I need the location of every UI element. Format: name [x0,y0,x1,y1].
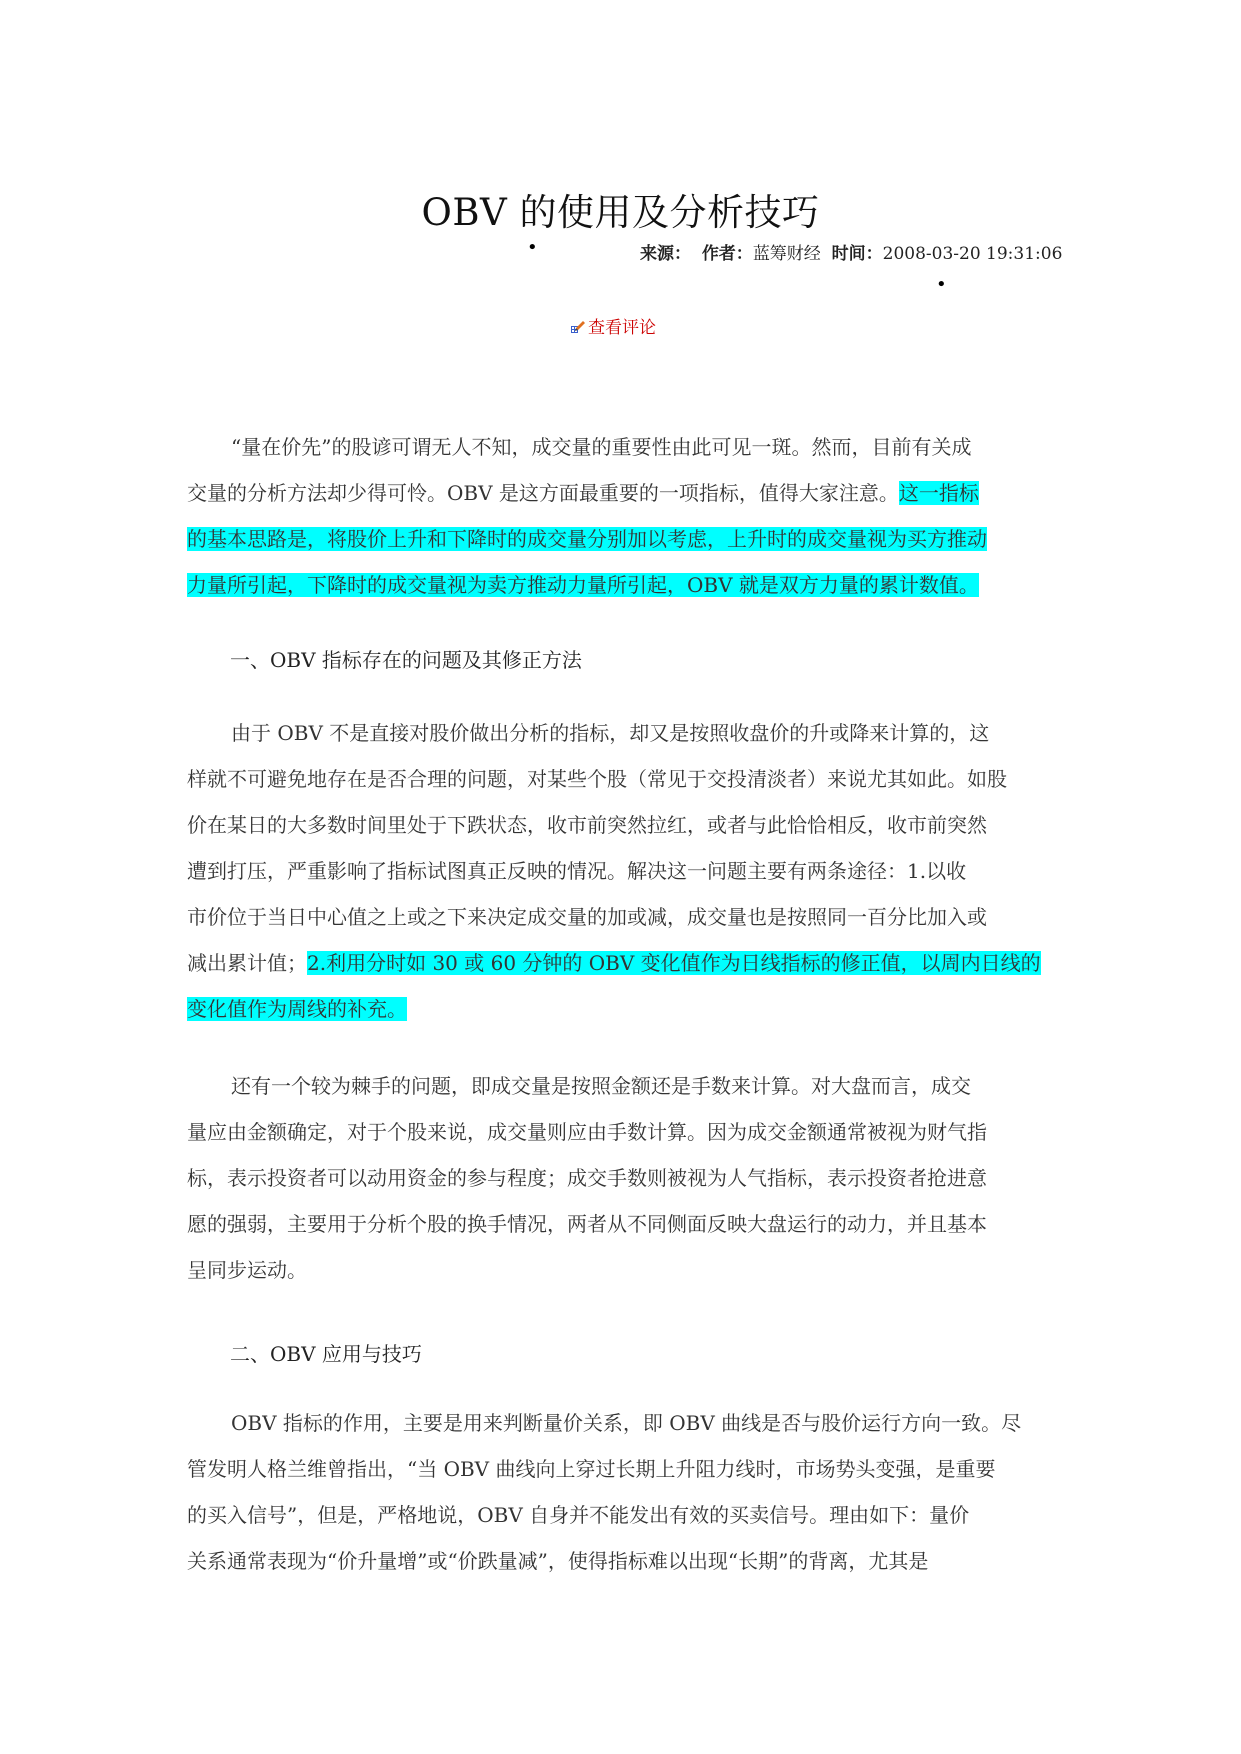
publish-time: 2008-03-20 19:31:06 [882,244,1063,264]
text-line: 关系通常表现为“价升量增”或“价跌量减”，使得指标难以出现“长期”的背离，尤其是 [187,1549,929,1573]
time-label: 时间： [831,244,883,264]
highlighted-text: 力量所引起，下降时的成交量视为卖方推动力量所引起，OBV 就是双方力量的累计数值。 [187,573,979,597]
text-line: 遭到打压，严重影响了指标试图真正反映的情况。解决这一问题主要有两条途径：1.以收 [187,859,967,883]
text-line: 市价位于当日中心值之上或之下来决定成交量的加或减，成交量也是按照同一百分比加入或 [187,905,987,929]
source-label: 来源： [640,244,691,264]
meta-text [640,239,1062,264]
text-line: 价在某日的大多数时间里处于下跌状态，收市前突然拉红，或者与此恰恰相反，收市前突然 [187,813,987,837]
text-line: 的买入信号”，但是，严格地说，OBV 自身并不能发出有效的买卖信号。理由如下：量价 [187,1503,970,1527]
article-title: OBV 的使用及分析技巧 [421,191,820,234]
paragraph-2 [187,710,1087,1032]
highlighted-text: 变化值作为周线的补充。 [187,997,407,1021]
author-name: 蓝筹财经 [752,244,821,264]
text-segment: 交量的分析方法却少得可怜。OBV 是这方面最重要的一项指标，值得大家注意。 [187,481,899,505]
highlighted-text: 这一指标 [898,481,979,505]
text-line: 还有一个较为棘手的问题，即成交量是按照金额还是手数来计算。对大盘而言，成交 [231,1074,971,1098]
highlighted-text: 2.利用分时如 30 或 60 分钟的 OBV 变化值作为日线指标的修正值，以周内日线的 [307,951,1041,975]
text-line: 标，表示投资者可以动用资金的参与程度；成交手数则被视为人气指标，表示投资者抢进意 [187,1166,987,1190]
text-line: 管发明人格兰维曾指出，“当 OBV 曲线向上穿过长期上升阻力线时，市场势头变强，是重要 [187,1457,996,1481]
paragraph-1 [187,424,1087,608]
text-line: 量应由金额确定，对于个股来说，成交量则应由手数计算。因为成交金额通常被视为财气指 [187,1120,987,1144]
paragraph-4 [187,1400,1087,1584]
text-line [187,986,1087,1032]
text-line: 样就不可避免地存在是否合理的问题，对某些个股（常见于交投清淡者）来说尤其如此。如股 [187,767,1007,791]
text-line [187,562,1087,608]
text-line [187,940,1087,986]
text-line: 愿的强弱，主要用于分析个股的换手情况，两者从不同侧面反映大盘运行的动力，并且基本 [187,1212,987,1236]
text-line: OBV 指标的作用，主要是用来判断量价关系，即 OBV 曲线是否与股价运行方向一致。尽 [231,1411,1022,1435]
section-heading-1: 一、OBV 指标存在的问题及其修正方法 [230,648,582,672]
text-line [187,470,1087,516]
meta-bullet-2: • [936,274,947,295]
text-line: 由于 OBV 不是直接对股价做出分析的指标，却又是按照收盘价的升或降来计算的，这 [231,721,990,745]
text-segment: 减出累计值； [187,951,307,975]
text-line [187,516,1087,562]
meta-bullet: • [527,237,538,258]
text-line: “量在价先”的股谚可谓无人不知，成交量的重要性由此可见一斑。然而，目前有关成 [231,435,972,459]
paragraph-3 [187,1063,1087,1293]
pencil-icon [570,318,586,334]
view-comments-link[interactable] [570,313,656,338]
view-comments-label: 查看评论 [588,318,656,338]
section-heading-2: 二、OBV 应用与技巧 [230,1342,422,1366]
text-line: 呈同步运动。 [187,1258,307,1282]
author-label: 作者： [701,244,753,264]
highlighted-text: 的基本思路是，将股价上升和下降时的成交量分别加以考虑，上升时的成交量视为买方推动 [187,527,987,551]
